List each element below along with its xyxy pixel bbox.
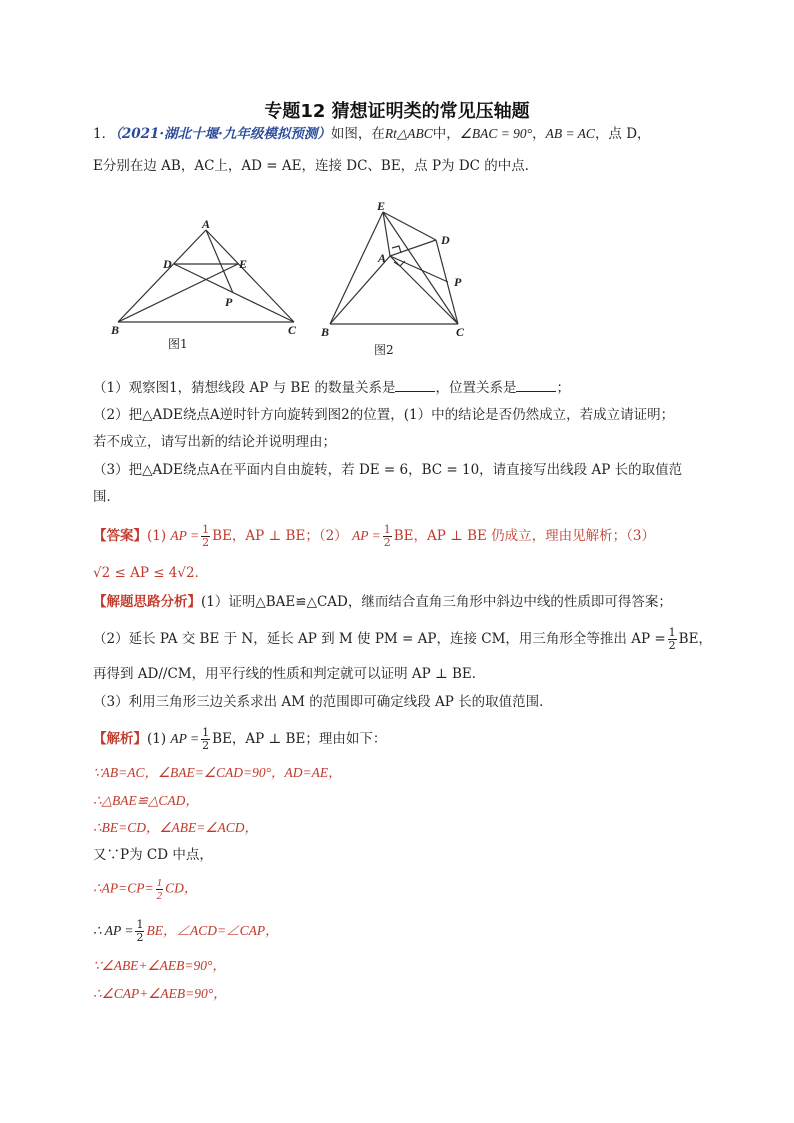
question-2-line-1: （2）把△ADE绕点A逆时针方向旋转到图2的位置，(1）中的结论是否仍然成立，若成立请证明； [93,407,675,423]
analysis-text-2b: BE， [678,631,712,647]
answer-ap-eq-2: AP = [351,528,381,543]
solution-tag: 【解析】 [93,731,147,747]
figure-2 [318,198,478,358]
problem-number: 1． [93,126,116,142]
fig1-label-b: B [111,323,120,337]
fig2-label-e: E [377,199,386,213]
fig1-caption: 图1 [168,337,188,351]
answer-be-1: BE，AP ⊥ BE；（2） [212,528,348,544]
triangle-name: Rt△ABC [384,126,433,141]
analysis-text-1: (1）证明△BAE≌△CAD，继而结合直角三角形中斜边中线的性质即可得答案； [201,594,672,610]
q1-text: （1）观察图1，猜想线段 AP 与 BE 的数量关系是 [93,380,396,396]
fig1-side-ab [118,230,206,322]
problem-line-1: 1．（2021·湖北十堰·九年级模拟预测）如图，在Rt△ABC中，∠BAC = 90°，AB = AC，点 D， [93,126,651,142]
question-1 [93,378,570,398]
solution-step-5 [93,877,197,902]
question-3-line-1: （3）把△ADE绕点A在平面内自由旋转，若 DE = 6，BC = 10，请直接写出线段 AP 长的取值范 [93,462,683,478]
solution-step-8: ∴∠CAP+∠AEB=90°， [93,986,227,1001]
point-d-text: ，点 D， [594,126,651,142]
fig1-label-c: C [288,323,297,337]
solution-ap-eq: AP = [170,731,200,746]
fraction-half: $\frac{1}{2}$ [383,523,391,549]
solution-step-3: ∴BE=CD，∠ABE=∠ACD， [93,820,258,835]
solution-step-5a: ∴AP=CP= [93,880,154,896]
figure-1 [108,218,308,358]
problem-intro: 如图，在 [330,126,385,142]
fig1-label-e: E [239,257,248,271]
fig2-label-b: B [321,325,330,339]
fig2-segment-ad [390,240,436,256]
fraction-half: $\frac{1}{2}$ [668,626,676,652]
fig2-caption: 图2 [374,343,394,357]
fraction-half: $\frac{1}{2}$ [156,877,163,902]
fig2-right-angle-1 [392,246,401,253]
q1-end: ； [556,380,570,396]
solution-step-6 [93,919,279,944]
fig1-segment-ap [206,230,233,293]
solution-step-6a: ∴ AP = [93,923,134,938]
solution-head [93,727,386,752]
problem-zhong: 中， [432,126,460,142]
fig1-label-a: A [202,218,211,231]
fig2-segment-ap [390,256,448,282]
analysis-line-3: 再得到 AD//CM，用平行线的性质和判定就可以证明 AP ⊥ BE． [93,666,486,682]
fig2-segment-ae [383,212,390,256]
fig1-label-p: P [225,295,233,309]
analysis-text-2a: （2）延长 PA 交 BE 于 N，延长 AP 到 M 使 PM = AP，连接 CM，用三角形全等推出 AP = [93,631,666,647]
analysis-tag: 【解题思路分析】 [93,594,201,610]
answer-ap-eq: AP = [170,528,200,543]
side-condition: AB = AC [545,126,595,141]
fig1-segment-dc [174,264,294,322]
answer-tag: 【答案】 [93,528,147,544]
fraction-half: $\frac{1}{2}$ [202,523,210,549]
fig2-label-a: A [378,251,387,265]
fraction-half: $\frac{1}{2}$ [202,726,210,752]
angle-condition: ∠BAC = 90° [459,126,533,141]
problem-line-2: E分别在边 AB，AC上，AD = AE，连接 DC、BE，点 P为 DC 的中点． [93,158,539,174]
answer-be-2: BE，AP ⊥ BE 仍成立，理由见解析；（3） [393,528,655,544]
fig2-segment-ed [383,212,436,240]
question-2-line-2: 若不成立，请写出新的结论并说明理由； [93,434,336,450]
solution-step-6b: BE，∠ACD=∠CAP， [146,923,279,938]
fig2-label-c: C [456,325,465,339]
solution-step-2: ∴△BAE≌△CAD， [93,793,199,808]
fig1-side-ac [206,230,294,322]
answer-part-1: (1) [147,528,167,544]
fig2-segment-ec [383,212,458,324]
fig1-label-d: D [163,257,172,271]
solution-step-4: 又∵P为 CD 中点， [93,847,213,863]
answer-line-1 [93,524,655,549]
solution-step-1: ∵AB=AC，∠BAE=∠CAD=90°，AD=AE， [93,765,342,780]
solution-step-5b: CD， [165,880,198,896]
fraction-half: $\frac{1}{2}$ [136,918,144,944]
fig2-segment-be-left [330,212,383,324]
solution-step-7: ∵∠ABE+∠AEB=90°， [93,958,226,973]
analysis-line-1 [93,592,672,612]
fig2-label-d: D [441,233,450,247]
solution-head-tail: BE，AP ⊥ BE；理由如下： [212,731,387,747]
fig2-label-p: P [454,275,462,289]
q1-blank-2[interactable] [516,379,556,392]
problem-source: （2021·湖北十堰·九年级模拟预测） [115,126,331,142]
question-3-line-2: 围． [93,489,120,505]
q1-blank-1[interactable] [395,379,435,392]
fig1-segment-be [118,264,238,322]
q1-mid: ，位置关系是 [435,380,517,396]
analysis-line-4: （3）利用三角形三边关系求出 AM 的范围即可确定线段 AP 长的取值范围． [93,694,553,710]
fig2-side-ab [330,256,390,324]
solution-part-1: (1) [147,731,167,747]
analysis-line-2 [93,627,712,652]
page-title: 专题12 猜想证明类的常见压轴题 [264,101,530,122]
answer-range: √2 ≤ AP ≤ 4√2． [93,565,209,581]
